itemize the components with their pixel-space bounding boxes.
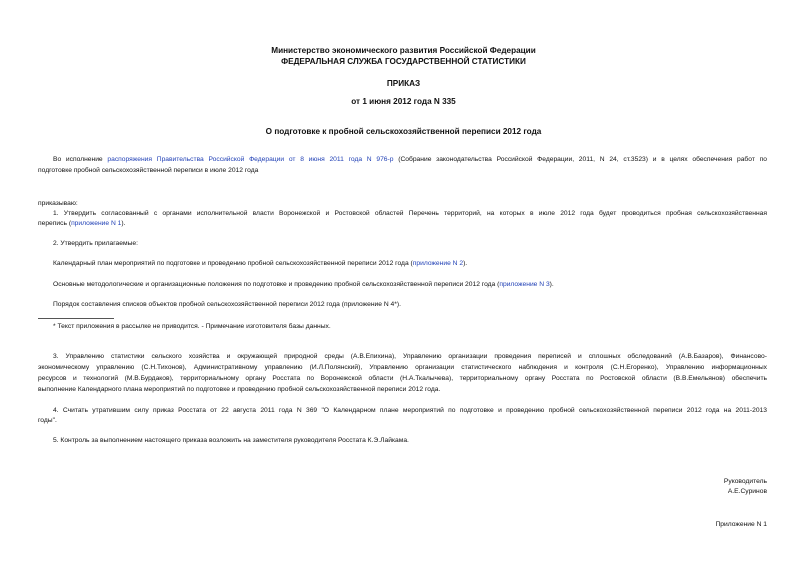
item-3-line-3: ресурсов и технологий (М.В.Бурдаков), территориальному органу Росстата по Воронежской области (Н.А.Ткалычева), территориальному органу Росстата по Ростовской области (В.В.Емельянов) обеспечить [38,375,767,382]
item-3-line-1: 3. Управлению статистики сельского хозяйства и окружающей природной среды (А.В.Епихина), Управлению организации проведения переписей и сплошных обследований (А.В.Базаров), Финансово- [53,353,767,360]
item-5: 5. Контроль за выполнением настоящего приказа возложить на заместителя руководителя Росстата К.Э.Лайкама. [53,437,409,444]
appendix-heading: Приложение N 1 [715,521,767,528]
intro-line-1 [53,155,767,166]
item-3-line-4: выполнение Календарного плана мероприятий по подготовке и проведению пробной сельскохозяйственной переписи 2012 года. [38,386,441,393]
intro-rest: (Собрание законодательства Российской Федерации, 2011, N 24, ст.3523) и в целях обеспечения работ по [393,156,767,163]
intro-prefix: Во исполнение [53,156,108,163]
appendix-1-link[interactable]: приложение N 1 [71,220,122,227]
footnote-divider [38,318,114,319]
service-name: ФЕДЕРАЛЬНАЯ СЛУЖБА ГОСУДАРСТВЕННОЙ СТАТИСТИКИ [281,57,526,66]
item-1-line-2 [38,219,125,230]
appendix-3-link[interactable]: приложение N 3 [499,281,550,288]
item-2: 2. Утвердить прилагаемые: [53,240,138,247]
approved-2-text: Основные методологические и организационные положения по подготовке и проведению пробной сельскохозяйственной переписи 2012 года ( [53,281,500,288]
ministry-name: Министерство экономического развития Российской Федерации [271,46,536,55]
signatory-name: А.Е.Суринов [727,488,767,495]
item-4-line-1: 4. Считать утратившим силу приказ Росстата от 22 августа 2011 года N 369 "О Календарном плане мероприятий по подготовке и проведению пробной сельскохозяйственной переписи 2012 года на 2011-2013 [53,407,767,414]
footnote: * Текст приложения в рассылке не приводится. - Примечание изготовителя базы данных. [53,323,331,330]
item-1-line-1: 1. Утвердить согласованный с органами исполнительной власти Воронежской и Ростовской областей Перечень территорий, на которых в июле 2012 года будет проводиться пробная сельскохозяйственная [53,210,767,217]
item-1-prefix: перепись ( [38,220,72,227]
doc-type: ПРИКАЗ [386,79,421,88]
approved-item-1 [53,259,467,270]
intro-line-2: подготовке пробной сельскохозяйственной переписи в июле 2012 года [38,167,259,174]
government-order-link[interactable]: распоряжения Правительства Российской Федерации от 8 июня 2011 года N 976-р [107,156,394,163]
approved-1-text: Календарный план мероприятий по подготовке и проведению пробной сельскохозяйственной переписи 2012 года ( [53,260,413,267]
approved-1-suffix: ). [463,260,468,267]
signatory-title: Руководитель [723,478,767,485]
item-4-line-2: годы". [38,417,57,424]
doc-date-number: от 1 июня 2012 года N 335 [351,97,456,106]
approved-item-3: Порядок составления списков объектов пробной сельскохозяйственной переписи 2012 года (приложение N 4*). [53,301,401,308]
item-1-suffix: ). [121,220,126,227]
item-3-line-2: экономическому управлению (С.Н.Тихонов), Административному управлению (И.Л.Полянский), Управлению организации статистического наблюдения и контроля (С.Н.Егоренко), Управлению информационных [38,364,767,371]
approved-item-2 [53,280,554,291]
approved-2-suffix: ). [549,281,554,288]
doc-subject: О подготовке к пробной сельскохозяйственной переписи 2012 года [265,127,542,136]
orders-word: приказываю: [38,200,78,207]
appendix-2-link[interactable]: приложение N 2 [412,260,464,267]
